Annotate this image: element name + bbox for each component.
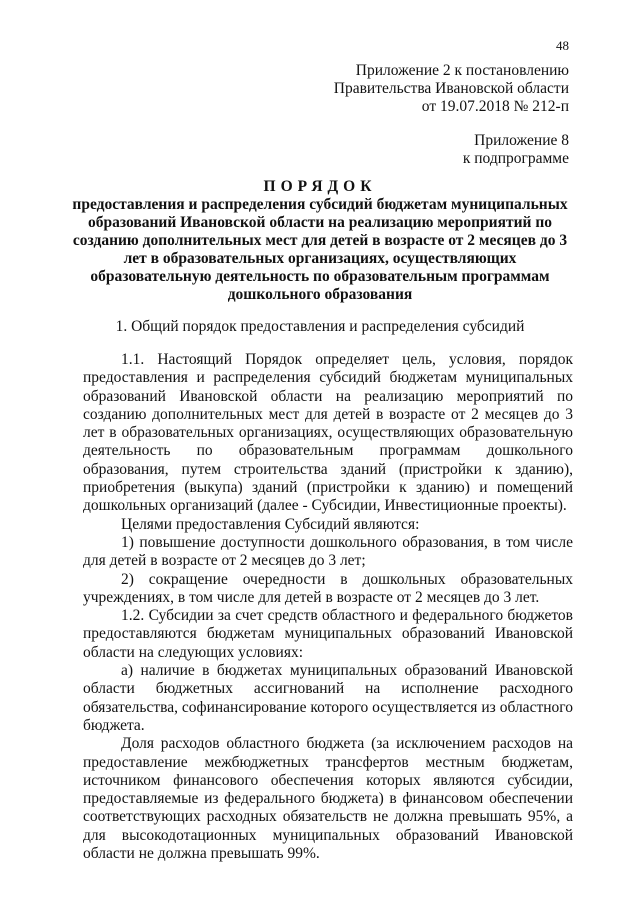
- document-title: ПОРЯДОК: [263, 178, 377, 195]
- annex-reference-sub: [463, 132, 569, 168]
- document-body: [83, 351, 573, 863]
- paragraph-1-2: 1.2. Субсидии за счет средств областного и федерального бюджетов предоставляются бюджетам муниципальных образований Ивановской области на следующих условиях:: [83, 607, 573, 661]
- paragraph-goals-intro: Целями предоставления Субсидий являются:: [121, 515, 420, 533]
- annex-main-line-3: от 19.07.2018 № 212-п: [421, 98, 569, 115]
- paragraph-condition-a: а) наличие в бюджетах муниципальных образований Ивановской области бюджетных ассигнований на исполнение расходного обязательства, софинансирование которого осуществляется из областного бюджета.: [83, 662, 573, 734]
- annex-main-line-1: Приложение 2 к постановлению: [355, 62, 569, 79]
- paragraph-goal-1: 1) повышение доступности дошкольного образования, в том числе для детей в возрасте от 2 месяцев до 3 лет;: [83, 533, 573, 570]
- paragraph-goal-2: 2) сокращение очередности в дошкольных образовательных учреждениях, в том числе для детей в возрасте от 2 месяцев до 3 лет.: [83, 570, 573, 606]
- section-heading: 1. Общий порядок предоставления и распределения субсидий: [115, 318, 525, 335]
- paragraph-1-1: 1.1. Настоящий Порядок определяет цель, условия, порядок предоставления и распределения субсидий бюджетам муниципальных образований Ивановской области на реализацию мероприятий по созданию дополнительных мест для детей в возрасте от 2 месяцев до 3 лет в образовательных организациях, осуществляющих образовательную деятельность по образовательным программам дошкольного образования, путем строительства зданий (пристройки к зданию), приобретения (выкупа) зданий (пристройки к зданию) и помещений дошкольных организаций (далее - Субсидии, Инвестиционные проекты).: [83, 351, 573, 515]
- paragraph-budget-share: Доля расходов областного бюджета (за исключением расходов на предоставление межбюджетных трансфертов местным бюджетам, источником финансового обеспечения которых являются субсидии, предоставляемые из федерального бюджета) в финансовом обеспечении соответствующих расходных обязательств не должна превышать 95%, а для высокодотационных муниципальных образований Ивановской области не должна превышать 99%.: [83, 735, 573, 863]
- page-number: 48: [556, 38, 569, 53]
- document-subtitle: предоставления и распределения субсидий бюджетам муниципальных образований Ивановской области на реализацию мероприятий по созданию дополнительных мест для детей в возрасте от 2 месяцев до 3 лет в образовательных организациях, осуществляющих образовательную деятельность по образовательным программам дошкольного образования: [72, 196, 568, 303]
- annex-main-line-2: Правительства Ивановской области: [333, 80, 569, 97]
- annex-reference-main: [334, 62, 569, 116]
- annex-sub-line-1: Приложение 8: [474, 132, 569, 149]
- annex-sub-line-2: к подпрограмме: [462, 150, 569, 167]
